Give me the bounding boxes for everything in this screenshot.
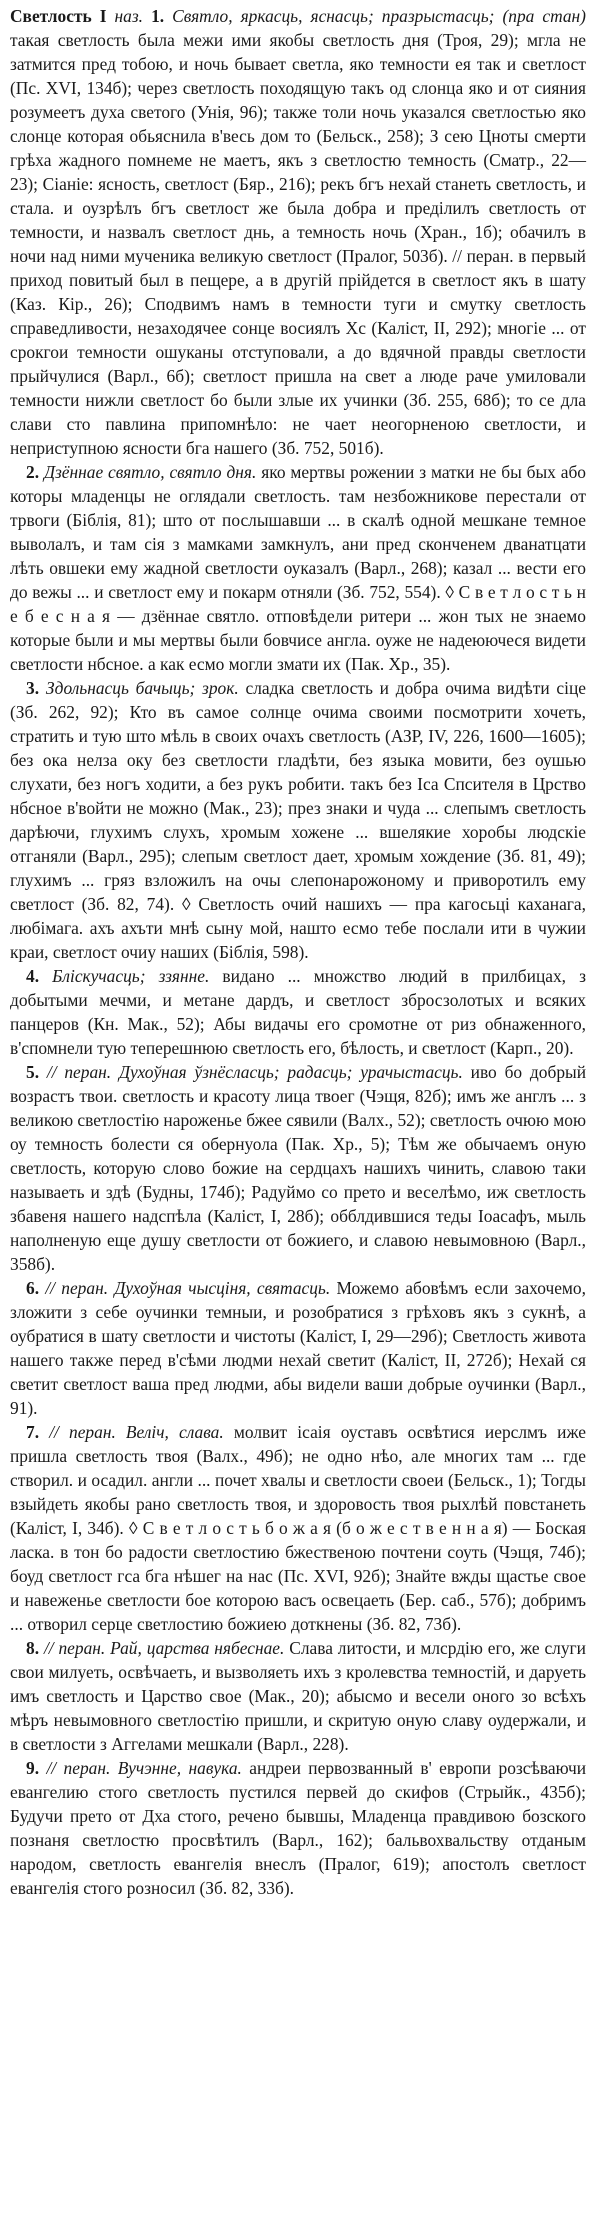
sense-6 <box>10 1276 586 1420</box>
sense-5 <box>10 1060 586 1276</box>
sense-gloss: // перан. Рай, царства нябеснае. <box>43 1638 285 1658</box>
sense-number: 5. <box>26 1062 40 1082</box>
sense-number: 2. <box>26 462 40 482</box>
grammar-label: наз. <box>114 6 144 26</box>
sense-gloss: // перан. Вучэнне, навука. <box>46 1758 242 1778</box>
sense-gloss: Бліскучасць; ззянне. <box>52 966 210 986</box>
sense-text: молвит ісаія оуставъ освѣтися иерслмъ иже пришла светлость твоя (Валх., 49б); не одно нѣо, але многих там ... где створил. и осадил. англи ... почет хвалы и светлости своеи (Бельск., 1); Тогды взыйдеть якобы рано светлость твоя, и здоровость твоя рыхлѣй повстанеть (Каліст, I, 34б). ◊ С в е т л о с т ь б о ж а я (б о ж е с т в е н н а я) — Боская ласка. в тон бо радости светлостию бжественою почтени соуть (Чэщя, 74б); боуд светлост гса бга нѣшег на нас (Пс. XVI, 92б); Знайте вжды щастье свое и навеженье светлости бое которою васъ освецаеть (Бер. саб., 57б); добримъ ... отворил серце светлостию божиею доткнены (Зб. 82, 73б). <box>10 1422 586 1634</box>
sense-text: Слава литости, и млсрдію его, же слуги свои милуеть, освѣчаеть, и вызволяеть ихъ з кролевства темностій, и даруеть имъ светлость и Царство свое (Мак., 20); абысмо и весели оного зо всѣхъ мѣръ невымовного светлостію пришли, и скритую оную славу оудержали, и в светлости з Аггелами мешкали (Варл., 228). <box>10 1638 586 1754</box>
sense-4 <box>10 964 586 1060</box>
sense-text: андреи первозванный в' европи розсѣваючи евангелию стого светлость пустился первей до скифов (Стрыйк., 435б); Будучи прето от Дха стого, речено бывшы, Младенца правдивою бозского познаня светлостю просвѣтилъ (Варл., 162); бальвохвальству отданым народом, светлость евангелія внеслъ (Пралог, 619); апостолъ светлост евангелія стого розносил (Зб. 82, 33б). <box>10 1758 587 1898</box>
sense-text: иво бо добрый возрастъ твои. светлость и красоту лица твоег (Чэщя, 82б); имъ же англъ ... з великою светлостію нароженье бжее сявили (Валх., 52); светлость очюю мою оу темность болести ся обернуола (Пак. Хр., 5); Тѣм же обычаемъ оную светлость, которую слово божие на сердцахъ нашихъ чинить, славою таки называеть и здѣ (Будны, 174б); Радуймо со прето и веселѣмо, иж светлость збавеня нашего надспѣла (Каліст, I, 28б); обблдившися теды Іоасафъ, мыль наполненую еще душу светлости от божиего, и славою невымовною (Варл., 358б). <box>10 1062 587 1274</box>
sense-gloss: Дзённае святло, святло дня. <box>43 462 257 482</box>
sense-gloss: // перан. Духоўная ўзнёсласць; радасць; урачыстасць. <box>46 1062 463 1082</box>
sense-number: 7. <box>26 1422 40 1442</box>
sense-number: 3. <box>26 678 40 698</box>
sense-gloss: Святло, яркасць, яснасць; празрыстасць; (пра стан) <box>172 6 586 26</box>
headword: Светлость I <box>10 6 107 26</box>
sense-text: сладка светлость и добра очима видѣти сіце (Зб. 262, 92); Кто въ самое солнце очима своими посмотрити хочеть, стратить и тую што мѣль в своих очахъ светлость (АЗР, IV, 226, 1600—1605); без ока нелза оку без светлости гладѣти, без языка мовити, без оушью слухати, без ногъ ходити, а без рукъ робити. такъ без Іса Спсителя в Црство нбсное в'войти не можно (Мак., 23); през знаки и чуда ... слепымъ светлость дарѣючи, глухимъ слухъ, хромым хожене ... вшелякие хоробы людскіе отганяли (Варл., 295); слепым светлост дает, хромым хождение (Зб. 81, 49); глухимъ ... гряз взложилъ на очы слепонарожоному и приворотилъ ему светлост (Зб. 82, 74). ◊ Светлость очий нашихъ — пра кагосьці каханага, любімага. ахъ ахъти мнѣ сыну мой, нашто есмо тебе послали ити в чужии краи, светлост очиу наших (Біблія, 598). <box>10 678 586 962</box>
sense-number: 8. <box>26 1638 40 1658</box>
sense-gloss: // перан. Духоўная чысціня, святасць. <box>45 1278 331 1298</box>
sense-number: 4. <box>26 966 40 986</box>
sense-gloss: // перан. Веліч, слава. <box>49 1422 224 1442</box>
sense-text: Можемо абовѣмъ если захочемо, зложити з себе оучинки темныи, и розобратися з грѣховъ якъ з сукнѣ, а оубратися в шату светлости и чистоты (Каліст, I, 29—29б); Светлость живота нашего также перед в'сѣми людми нехай светит (Каліст, II, 272б); Нехай ся светит светлост ваша пред людми, абы видели ваши добрые оучинки (Варл., 91). <box>10 1278 586 1418</box>
sense-number: 1. <box>151 6 165 26</box>
sense-number: 6. <box>26 1278 40 1298</box>
sense-text: яко мертвы рожении з матки не бы бых або которы младенцы не оглядали светлость. там незбожникове перестали от трвоги (Біблія, 81); што от послышавши ... в скалѣ одной мешкане темное выволалъ, и там сія з мамками замкнулъ, ани пред сконченем дванатцати лѣть овшеки ему жадной светлости оуказалъ (Варл., 268); казал ... вести его до вежы ... и светлост ему и покарм отняли (Зб. 752, 554). ◊ С в е т л о с т ь н е б е с н а я — дзённае святло. отповѣдели ритери ... жон тых не знаемо которые были и мы мертвы были бовчисе англа. оуже не надеюючеся видети светлости нбсное. а как есмо могли змати их (Пак. Хр., 35). <box>10 462 587 674</box>
sense-3 <box>10 676 586 964</box>
sense-7 <box>10 1420 586 1636</box>
sense-gloss: Здольнасць бачыць; зрок. <box>45 678 239 698</box>
dictionary-entry <box>10 4 586 1900</box>
sense-number: 9. <box>26 1758 40 1778</box>
sense-1 <box>10 4 586 460</box>
sense-2 <box>10 460 586 676</box>
sense-text: такая светлость была межи ими якобы светлость дня (Троя, 29); мгла не затмится пред тобою, и ночь бывает светла, яко темности ея так и светлост (Пс. XVI, 134б); через светлость походящую такъ од слонца яко и от сияния розумеетъ духа светого (Унія, 96); также толи ночь указался светлостью яко слонце которая обьяснила в'весь дом то (Бельск., 258); З сею Цноты смерти грѣха жадного помнеме не маетъ, якъ з светлостю темность (Сматр., 22—23); Сіаніе: ясность, светлост (Бяр., 216); рекъ бгъ нехай станеть светлость, и стала. и оузрѣлъ бгъ светлост же была добра и преділилъ светлость от темности, и назвалъ светлост днь, а темность ночь (Хран., 1б); обачилъ в ночи над ними мученика великую светлост (Пралог, 503б). // перан. в первый приход повитый был в пещере, а в другій прійдется в светлост якъ в шату (Каз. Кір., 26); Сподвимъ намъ в темности туги и смутку светлость справедливости, незаходячее сонце восиялъ Хс (Каліст, II, 292); многіе ... от срокгои темности ошуканы отступовали, а до вдячной правды светлости прыйчулися (Варл., 6б); светлост пришла на свет а люде раче умиловали темности нижли светлост бо были злые их учинки (Зб. 255, 68б); то се дла слави сто павлина припомнѣло: не чает неогорненою светлости, и неприступною ясности бга нашего (Зб. 752, 501б). <box>10 30 586 458</box>
sense-8 <box>10 1636 586 1756</box>
sense-9 <box>10 1756 586 1900</box>
sense-text: видано ... множство людий в прилбицах, з добытыми мечми, и метане дардъ, и светлост збросзолотых и всяких панцеров (Кн. Мак., 52); Абы видачы его сромотне от риз обнаженного, в'спомнели тую теперешнюю светлость его, бѣлость, и светлост (Карп., 20). <box>10 966 586 1058</box>
